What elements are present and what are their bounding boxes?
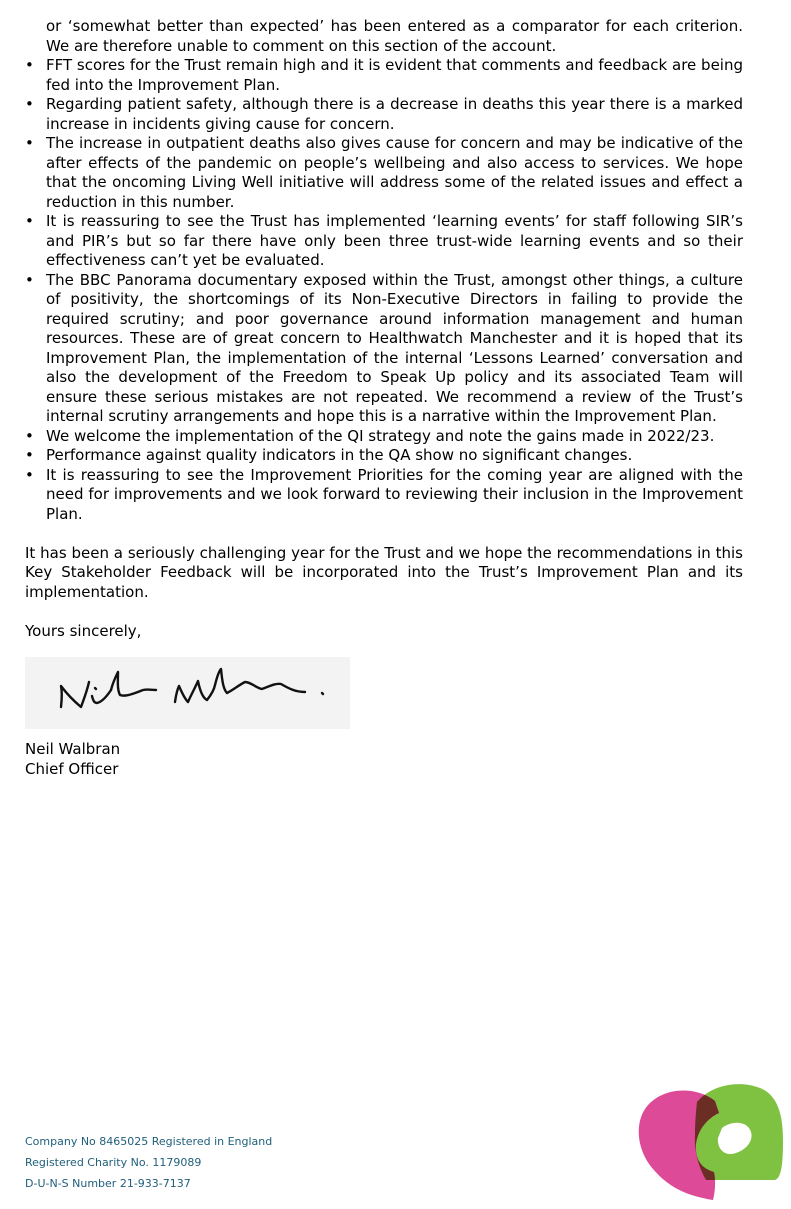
charity-number: Registered Charity No. 1179089 bbox=[25, 1156, 202, 1169]
signature-drawing bbox=[25, 657, 350, 729]
bullet-item: • The increase in outpatient deaths also gives cause for concern and may be indicative of the after effects of the pandemic on people’s wellbeing and also access to services. We hope that the oncoming Living Well initiative will address some of the related issues and effect a reduction in this number. bbox=[25, 134, 743, 212]
signer-title: Chief Officer bbox=[25, 759, 119, 778]
letter-body bbox=[25, 17, 743, 641]
feedback-bullet-list bbox=[25, 56, 743, 524]
handwritten-signature bbox=[25, 657, 350, 729]
company-footer bbox=[25, 1131, 272, 1194]
bullet-item: • The BBC Panorama documentary exposed within the Trust, amongst other things, a culture of positivity, the shortcomings of its Non-Executive Directors in failing to provide the required scrutiny; and poor governance around information management and human resources. These are of great concern to Healthwatch Manchester and it is hoped that its Improvement Plan, the implementation of the internal ‘Lessons Learned’ conversation and also the development of the Freedom to Speak Up policy and its associated Team will ensure these serious mistakes are not repeated. We recommend a review of the Trust’s internal scrutiny arrangements and hope this is a narrative within the Improvement Plan. bbox=[25, 271, 743, 427]
company-number: Company No 8465025 Registered in England bbox=[25, 1135, 273, 1148]
logo-icon bbox=[636, 1068, 784, 1204]
signer-block bbox=[25, 740, 120, 779]
bullet-item: • We welcome the implementation of the QI strategy and note the gains made in 2022/23. bbox=[25, 427, 743, 447]
bullet-item: • It is reassuring to see the Trust has implemented ‘learning events’ for staff following SIR’s and PIR’s but so far there have only been three trust-wide learning events and so their effectiveness can’t yet be evaluated. bbox=[25, 212, 743, 271]
sign-off: Yours sincerely, bbox=[25, 621, 142, 640]
bullet-item: • Performance against quality indicators in the QA show no significant changes. bbox=[25, 446, 743, 466]
duns-number: D-U-N-S Number 21-933-7137 bbox=[25, 1177, 191, 1190]
continued-text: or ‘somewhat better than expected’ has been entered as a comparator for each criterion. We are therefore unable to comment on this section of the account. bbox=[46, 17, 743, 55]
healthwatch-logo bbox=[636, 1068, 784, 1204]
closing-paragraph: It has been a seriously challenging year for the Trust and we hope the recommendations in this Key Stakeholder Feedback will be incorporated into the Trust’s Improvement Plan and its implementation. bbox=[25, 543, 743, 601]
bullet-item: • It is reassuring to see the Improvement Priorities for the coming year are aligned with the need for improvements and we look forward to reviewing their inclusion in the Improvement Plan. bbox=[25, 466, 743, 525]
bullet-item: • Regarding patient safety, although there is a decrease in deaths this year there is a marked increase in incidents giving cause for concern. bbox=[25, 95, 743, 134]
signer-name: Neil Walbran bbox=[25, 740, 121, 758]
bullet-item: • FFT scores for the Trust remain high and it is evident that comments and feedback are being fed into the Improvement Plan. bbox=[25, 56, 743, 95]
